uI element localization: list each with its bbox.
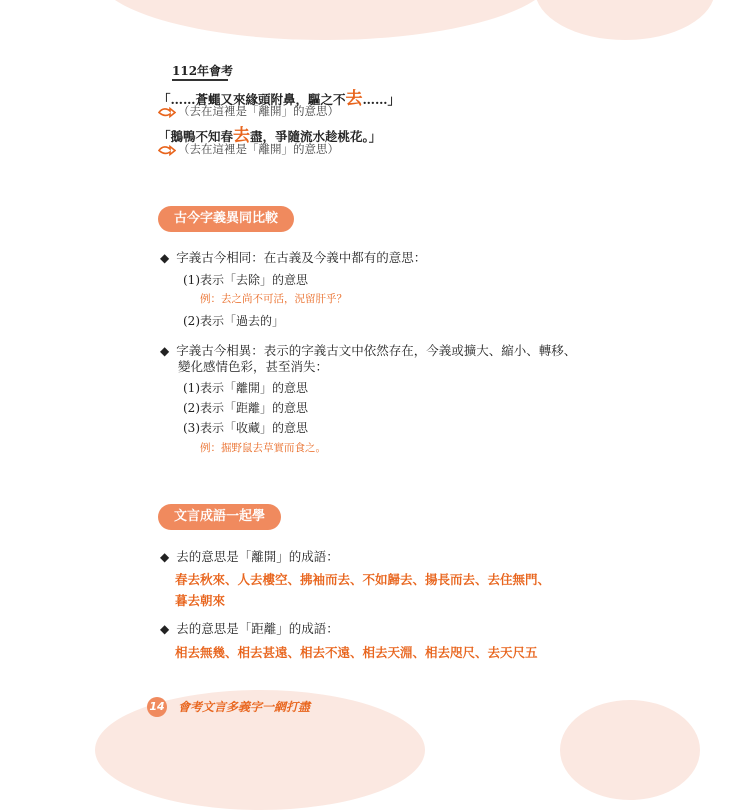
- section-title-comparison: 古今字義異同比較: [158, 206, 294, 232]
- idiom-list-line: 暮去朝來: [175, 593, 226, 608]
- quote-1-before: 「……蒼蠅又來緣頭附鼻，驅之不: [158, 92, 346, 107]
- idiom-list-line: 春去秋來、人去樓空、拂袖而去、不如歸去、揚長而去、去住無門、: [175, 572, 551, 587]
- same-meaning-label: 字義古今相同：在古義及今義中都有的意思：: [176, 250, 427, 265]
- quote-1-highlight: 去: [345, 89, 363, 109]
- note-1-text: （去在這裡是「離開」的意思）: [178, 104, 339, 118]
- orange-arrow-icon: [158, 145, 176, 156]
- note-2: [158, 141, 339, 157]
- diamond-bullet-icon: ◆: [160, 344, 170, 358]
- diamond-bullet-icon: ◆: [160, 550, 170, 564]
- list-item: (2)表示「距離」的意思: [183, 401, 308, 415]
- diamond-bullet-icon: ◆: [160, 251, 170, 265]
- note-2-text: （去在這裡是「離開」的意思）: [178, 142, 339, 156]
- quote-2-highlight: 去: [233, 126, 251, 146]
- idiom-list-line: 相去無幾、相去甚遠、相去不遠、相去天淵、相去咫尺、去天尺五: [175, 645, 538, 660]
- source-underline: [172, 79, 228, 81]
- orange-arrow-icon: [158, 107, 176, 118]
- idioms-leave-label: 去的意思是「離開」的成語：: [176, 549, 339, 564]
- page-number: 14: [147, 697, 167, 717]
- decor-circle-top-right: [535, 0, 715, 40]
- different-meaning-label-cont: 變化感情色彩，甚至消失：: [178, 359, 329, 374]
- quote-2-after: 盡，爭隨流水趁桃花。」: [250, 129, 382, 144]
- decor-circle-top: [95, 0, 555, 40]
- bullet-idioms-distance: [160, 619, 339, 637]
- list-item: (3)表示「收藏」的意思: [183, 421, 308, 435]
- list-item: (1)表示「去除」的意思: [183, 273, 308, 287]
- bullet-idioms-leave: [160, 547, 339, 565]
- bullet-same-meaning: [160, 248, 426, 266]
- quote-1-after: ……」: [362, 92, 401, 107]
- note-1: [158, 103, 339, 119]
- footer-title: 會考文言多義字一網打盡: [178, 700, 311, 714]
- different-meaning-label: 字義古今相異：表示的字義古文中依然存在，今義或擴大、縮小、轉移、: [176, 343, 577, 358]
- list-item: (1)表示「離開」的意思: [183, 381, 308, 395]
- idioms-distance-label: 去的意思是「距離」的成語：: [176, 621, 339, 636]
- list-item: (2)表示「過去的」: [183, 314, 284, 328]
- section-title-idioms: 文言成語一起學: [158, 504, 281, 530]
- example-text: 例：掘野鼠去草實而食之。: [200, 442, 326, 454]
- quote-2-before: 「鵝鴨不知春: [158, 129, 234, 144]
- decor-circle-bottom-right: [560, 700, 700, 800]
- source-label: 112年會考: [172, 64, 234, 78]
- diamond-bullet-icon: ◆: [160, 622, 170, 636]
- example-text: 例：去之尚不可活，況留肝乎？: [200, 293, 347, 305]
